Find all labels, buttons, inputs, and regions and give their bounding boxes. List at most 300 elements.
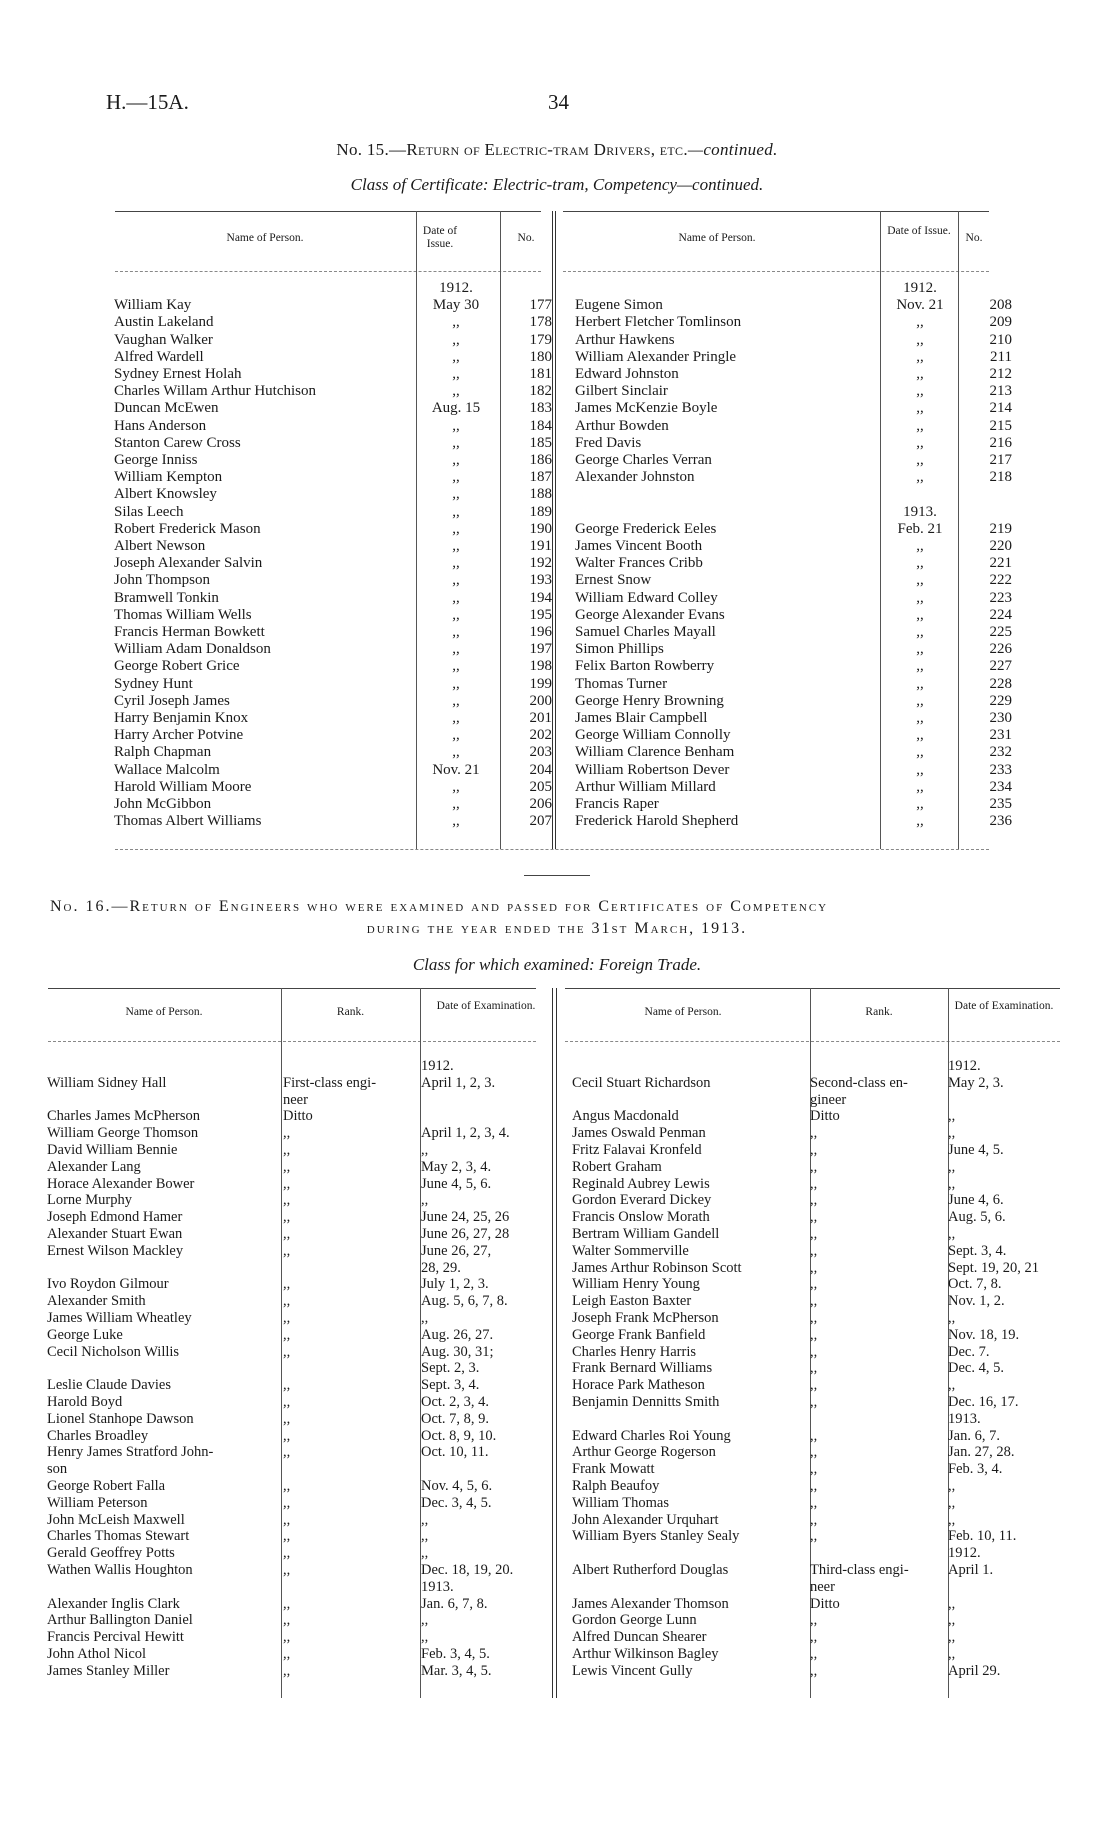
person-name: Sydney Ernest Holah xyxy=(114,366,242,383)
table-row xyxy=(572,1377,1060,1394)
leader-dots xyxy=(782,1444,810,1461)
rank: ,, xyxy=(283,1629,291,1646)
page-header-left: H.—15A. xyxy=(106,90,189,114)
person-name: Joseph Frank McPherson xyxy=(572,1309,719,1326)
table-row xyxy=(572,1444,1060,1461)
table-row xyxy=(572,1344,1060,1361)
certificate-number xyxy=(960,504,1012,521)
issue-date: ,, xyxy=(916,314,924,331)
rank: ,, xyxy=(283,1528,291,1545)
table16-right-list xyxy=(572,1058,1060,1679)
leader-dots xyxy=(403,1092,421,1109)
leader-dots xyxy=(782,1663,810,1680)
leader-dots xyxy=(403,1344,421,1361)
leader-dots xyxy=(920,1545,948,1562)
table-row xyxy=(114,383,552,400)
exam-date: ,, xyxy=(421,1528,429,1545)
person-name: Sydney Hunt xyxy=(114,675,193,692)
table-row xyxy=(572,1562,1060,1579)
certificate-number: 218 xyxy=(989,469,1012,486)
table-row xyxy=(47,1142,552,1159)
table-row xyxy=(47,1310,552,1327)
person-name: Francis Herman Bowkett xyxy=(114,624,265,641)
issue-date: ,, xyxy=(916,692,924,709)
rank: ,, xyxy=(810,1293,818,1310)
rank: ,, xyxy=(810,1225,818,1242)
leader-dots xyxy=(403,1377,421,1394)
rank xyxy=(810,1411,920,1428)
leader-dots xyxy=(782,1108,810,1125)
table-row xyxy=(572,1394,1060,1411)
issue-date: ,, xyxy=(452,366,460,383)
person-name xyxy=(47,1058,249,1075)
exam-date: Feb. 3, 4, 5. xyxy=(421,1645,490,1662)
rank: ,, xyxy=(810,1175,818,1192)
person-name: Robert Frederick Mason xyxy=(114,520,261,537)
exam-date xyxy=(948,1092,1060,1109)
table-row xyxy=(575,400,1012,417)
leader-dots xyxy=(249,1276,283,1293)
person-name: William Alexander Pringle xyxy=(575,348,737,365)
issue-date: ,, xyxy=(452,503,460,520)
rank: ,, xyxy=(283,1545,291,1562)
person-name: David William Bennie xyxy=(47,1141,178,1158)
exam-date: Sept. 3, 4. xyxy=(421,1377,480,1394)
rank: Third-class engi- xyxy=(810,1561,909,1578)
exam-date: Feb. 3, 4. xyxy=(948,1461,1003,1478)
leader-dots xyxy=(249,1142,283,1159)
table-row xyxy=(114,762,552,779)
table-row xyxy=(575,762,1012,779)
rank xyxy=(283,1260,403,1277)
rank: ,, xyxy=(810,1461,818,1478)
table-row xyxy=(575,624,1012,641)
rank: ,, xyxy=(283,1192,291,1209)
leader-dots xyxy=(920,1562,948,1579)
rank: ,, xyxy=(283,1494,291,1511)
table-row xyxy=(575,521,1012,538)
rank: ,, xyxy=(810,1326,818,1343)
person-name: Lorne Murphy xyxy=(47,1192,132,1209)
table-row xyxy=(47,1209,552,1226)
certificate-number: 184 xyxy=(529,417,552,434)
table-row xyxy=(47,1344,552,1361)
table-row xyxy=(572,1176,1060,1193)
leader-dots xyxy=(249,1629,283,1646)
exam-date: May 2, 3, 4. xyxy=(421,1158,492,1175)
rank: neer xyxy=(810,1578,835,1595)
leader-dots xyxy=(249,1596,283,1613)
issue-date: ,, xyxy=(452,555,460,572)
issue-date: ,, xyxy=(452,331,460,348)
certificate-number: 236 xyxy=(989,813,1012,830)
rank: Ditto xyxy=(283,1108,313,1125)
exam-date: Dec. 7. xyxy=(948,1343,990,1360)
leader-dots xyxy=(782,1360,810,1377)
issue-date: ,, xyxy=(916,641,924,658)
issue-date: ,, xyxy=(916,813,924,830)
table-row xyxy=(114,641,552,658)
certificate-number: 188 xyxy=(529,486,552,503)
leader-dots xyxy=(403,1125,421,1142)
person-name: William Robertson Dever xyxy=(575,761,730,778)
issue-date: ,, xyxy=(916,400,924,417)
table-row xyxy=(572,1596,1060,1613)
person-name: John McLeish Maxwell xyxy=(47,1511,185,1528)
table-row xyxy=(47,1192,552,1209)
person-name: Wallace Malcolm xyxy=(114,761,220,778)
leader-dots xyxy=(782,1629,810,1646)
person-name xyxy=(575,486,880,503)
rank: ,, xyxy=(283,1343,291,1360)
exam-date: ,, xyxy=(948,1645,956,1662)
person-name: Cecil Stuart Richardson xyxy=(572,1074,711,1091)
table-row xyxy=(572,1125,1060,1142)
issue-date: ,, xyxy=(916,675,924,692)
leader-dots xyxy=(403,1108,421,1125)
leader-dots xyxy=(403,1579,421,1596)
table-row xyxy=(114,727,552,744)
exam-date: June 24, 25, 26 xyxy=(421,1209,510,1226)
table15-top-rule-left xyxy=(115,211,541,212)
table-row xyxy=(575,779,1012,796)
leader-dots xyxy=(920,1058,948,1075)
issue-date: ,, xyxy=(916,572,924,589)
leader-dots xyxy=(249,1478,283,1495)
rank: ,, xyxy=(810,1427,818,1444)
person-name: Thomas Turner xyxy=(575,675,668,692)
table16-header-rank: Rank. xyxy=(336,1006,365,1018)
rank: ,, xyxy=(810,1477,818,1494)
leader-dots xyxy=(249,1545,283,1562)
exam-date: 1912. xyxy=(948,1545,981,1562)
person-name: Herbert Fletcher Tomlinson xyxy=(575,314,742,331)
leader-dots xyxy=(249,1512,283,1529)
issue-date: ,, xyxy=(916,417,924,434)
exam-date: ,, xyxy=(948,1511,956,1528)
table-row xyxy=(575,693,1012,710)
table-row xyxy=(572,1226,1060,1243)
leader-dots xyxy=(782,1612,810,1629)
leader-dots xyxy=(782,1646,810,1663)
exam-date: Oct. 10, 11. xyxy=(421,1444,489,1461)
table16-center-divider xyxy=(552,988,553,1698)
leader-dots xyxy=(249,1159,283,1176)
table15-header-rule-right xyxy=(563,271,989,272)
table-row xyxy=(575,641,1012,658)
exam-date xyxy=(948,1579,1060,1596)
exam-date: Dec. 3, 4, 5. xyxy=(421,1494,492,1511)
exam-date: Aug. 26, 27. xyxy=(421,1326,494,1343)
exam-date: Feb. 10, 11. xyxy=(948,1528,1017,1545)
issue-date: ,, xyxy=(452,606,460,623)
person-name xyxy=(572,1579,782,1596)
person-name: Bertram William Gandell xyxy=(572,1225,720,1242)
exam-date: April 29. xyxy=(948,1662,1001,1679)
person-name: Arthur Bowden xyxy=(575,417,669,434)
issue-date: ,, xyxy=(916,331,924,348)
leader-dots xyxy=(403,1360,421,1377)
leader-dots xyxy=(249,1209,283,1226)
issue-date: ,, xyxy=(916,606,924,623)
certificate-number: 224 xyxy=(989,606,1012,623)
leader-dots xyxy=(920,1663,948,1680)
person-name: James Vincent Booth xyxy=(575,538,703,555)
exam-date: 28, 29. xyxy=(421,1259,461,1276)
leader-dots xyxy=(249,1411,283,1428)
table-row xyxy=(572,1075,1060,1092)
leader-dots xyxy=(403,1646,421,1663)
rank: ,, xyxy=(810,1259,818,1276)
issue-date xyxy=(880,486,960,503)
issue-date: 1912. xyxy=(439,280,473,296)
leader-dots xyxy=(403,1327,421,1344)
table-row xyxy=(572,1612,1060,1629)
table-row xyxy=(114,366,552,383)
person-name xyxy=(572,1411,782,1428)
issue-date: ,, xyxy=(916,744,924,761)
table-row xyxy=(572,1108,1060,1125)
table-row xyxy=(47,1176,552,1193)
leader-dots xyxy=(782,1293,810,1310)
person-name: Ivo Roydon Gilmour xyxy=(47,1276,169,1293)
person-name: Alexander Smith xyxy=(47,1293,146,1310)
table16-header-date-right: Date of Examination. xyxy=(954,1000,1054,1012)
leader-dots xyxy=(249,1612,283,1629)
table15-title xyxy=(0,140,1114,160)
certificate-number: 208 xyxy=(989,297,1012,314)
person-name xyxy=(572,1058,782,1075)
table-row xyxy=(572,1209,1060,1226)
person-name: James Alexander Thomson xyxy=(572,1595,729,1612)
exam-date: June 4, 6. xyxy=(948,1192,1004,1209)
person-name: George Inniss xyxy=(114,452,198,469)
leader-dots xyxy=(920,1612,948,1629)
person-name: Angus Macdonald xyxy=(572,1108,679,1125)
issue-date: Aug. 15 xyxy=(431,400,481,417)
table15-right-list xyxy=(575,280,1012,830)
table-row xyxy=(114,813,552,830)
leader-dots xyxy=(782,1394,810,1411)
leader-dots xyxy=(920,1142,948,1159)
certificate-number: 214 xyxy=(989,400,1012,417)
person-name: William Henry Young xyxy=(572,1276,700,1293)
exam-date: ,, xyxy=(948,1309,956,1326)
certificate-number: 215 xyxy=(989,417,1012,434)
leader-dots xyxy=(920,1226,948,1243)
leader-dots xyxy=(249,1495,283,1512)
certificate-number: 230 xyxy=(989,710,1012,727)
leader-dots xyxy=(782,1192,810,1209)
leader-dots xyxy=(403,1461,421,1478)
rank: ,, xyxy=(810,1377,818,1394)
table-row xyxy=(572,1159,1060,1176)
rank: ,, xyxy=(283,1427,291,1444)
table-row xyxy=(572,1192,1060,1209)
table16-top-rule-left xyxy=(48,988,536,989)
person-name xyxy=(47,1360,249,1377)
leader-dots xyxy=(249,1108,283,1125)
leader-dots xyxy=(249,1579,283,1596)
rank: ,, xyxy=(283,1158,291,1175)
exam-date: June 4, 5, 6. xyxy=(421,1175,492,1192)
exam-date: Nov. 4, 5, 6. xyxy=(421,1477,493,1494)
certificate-number: 202 xyxy=(529,727,552,744)
leader-dots xyxy=(920,1596,948,1613)
person-name: Felix Barton Rowberry xyxy=(575,658,715,675)
exam-date: ,, xyxy=(948,1225,956,1242)
table-row xyxy=(47,1092,552,1109)
rank: ,, xyxy=(283,1276,291,1293)
person-name: Eugene Simon xyxy=(575,297,663,314)
leader-dots xyxy=(403,1075,421,1092)
person-name: George Alexander Evans xyxy=(575,606,725,623)
rank: ,, xyxy=(283,1444,291,1461)
rank: Ditto xyxy=(810,1595,840,1612)
person-name: Arthur Ballington Daniel xyxy=(47,1612,193,1629)
person-name: Alexander Inglis Clark xyxy=(47,1595,180,1612)
person-name: Leslie Claude Davies xyxy=(47,1377,172,1394)
table-row xyxy=(114,624,552,641)
person-name xyxy=(572,1092,782,1109)
table-row xyxy=(572,1260,1060,1277)
leader-dots xyxy=(920,1512,948,1529)
person-name: George Frank Banfield xyxy=(572,1326,706,1343)
exam-date: April 1, 2, 3, 4. xyxy=(421,1125,510,1142)
leader-dots xyxy=(920,1528,948,1545)
leader-dots xyxy=(782,1579,810,1596)
person-name: James Stanley Miller xyxy=(47,1662,170,1679)
person-name xyxy=(572,1545,782,1562)
certificate-number: 196 xyxy=(529,624,552,641)
table-row xyxy=(114,590,552,607)
table15-title-suffix: —continued. xyxy=(687,140,778,159)
issue-date: Nov. 21 xyxy=(432,761,480,778)
table-row xyxy=(47,1596,552,1613)
leader-dots xyxy=(920,1411,948,1428)
issue-date: ,, xyxy=(916,796,924,813)
table15-header-date-right: Date of Issue. xyxy=(887,225,951,237)
leader-dots xyxy=(782,1209,810,1226)
person-name: Hans Anderson xyxy=(114,417,207,434)
table-row xyxy=(572,1663,1060,1680)
leader-dots xyxy=(403,1512,421,1529)
table16-top-rule-right xyxy=(565,988,1060,989)
certificate-number: 220 xyxy=(989,538,1012,555)
table-row xyxy=(114,779,552,796)
person-name: Alexander Stuart Ewan xyxy=(47,1225,183,1242)
table-row xyxy=(47,1478,552,1495)
table-row xyxy=(114,349,552,366)
table-row xyxy=(114,504,552,521)
table-row xyxy=(575,504,1012,521)
rank: ,, xyxy=(810,1141,818,1158)
person-name: Arthur George Rogerson xyxy=(572,1444,716,1461)
person-name: Bramwell Tonkin xyxy=(114,589,219,606)
exam-date: Oct. 7, 8, 9. xyxy=(421,1410,490,1427)
table15-header-no: No. xyxy=(517,232,535,244)
exam-date: ,, xyxy=(421,1612,429,1629)
person-name: George Charles Verran xyxy=(575,452,712,469)
certificate-number: 198 xyxy=(529,658,552,675)
leader-dots xyxy=(403,1562,421,1579)
exam-date: ,, xyxy=(421,1545,429,1562)
exam-date xyxy=(421,1092,552,1109)
rank: ,, xyxy=(283,1293,291,1310)
leader-dots xyxy=(782,1226,810,1243)
rank: ,, xyxy=(283,1561,291,1578)
leader-dots xyxy=(782,1260,810,1277)
table-row xyxy=(575,572,1012,589)
person-name xyxy=(47,1092,249,1109)
table-row xyxy=(575,366,1012,383)
leader-dots xyxy=(782,1528,810,1545)
table-row xyxy=(575,538,1012,555)
rank: ,, xyxy=(810,1629,818,1646)
leader-dots xyxy=(782,1562,810,1579)
person-name: William Peterson xyxy=(47,1494,148,1511)
certificate-number: 186 xyxy=(529,452,552,469)
issue-date: ,, xyxy=(452,520,460,537)
exam-date: May 2, 3. xyxy=(948,1074,1004,1091)
table-row xyxy=(47,1579,552,1596)
rank: ,, xyxy=(283,1141,291,1158)
leader-dots xyxy=(403,1478,421,1495)
rank: ,, xyxy=(283,1125,291,1142)
rank xyxy=(810,1058,920,1075)
table-row xyxy=(114,710,552,727)
table16-center-divider xyxy=(556,988,557,1698)
person-name: Alfred Duncan Shearer xyxy=(572,1629,707,1646)
rank: ,, xyxy=(283,1225,291,1242)
exam-date: Nov. 1, 2. xyxy=(948,1293,1005,1310)
exam-date: Oct. 8, 9, 10. xyxy=(421,1427,497,1444)
leader-dots xyxy=(920,1108,948,1125)
issue-date: ,, xyxy=(452,641,460,658)
table15-header-name-right: Name of Person. xyxy=(678,232,756,244)
table-row xyxy=(114,314,552,331)
person-name: Charles Henry Harris xyxy=(572,1343,697,1360)
rank xyxy=(283,1058,403,1075)
person-name: William Clarence Benham xyxy=(575,744,735,761)
table-row xyxy=(575,280,1012,297)
issue-date: ,, xyxy=(452,692,460,709)
table-row xyxy=(572,1478,1060,1495)
leader-dots xyxy=(920,1327,948,1344)
exam-date: Sept. 3, 4. xyxy=(948,1242,1007,1259)
table-row xyxy=(114,297,552,314)
person-name: son xyxy=(47,1461,68,1478)
person-name: Harry Benjamin Knox xyxy=(114,710,249,727)
leader-dots xyxy=(403,1411,421,1428)
person-name: Edward Charles Roi Young xyxy=(572,1427,731,1444)
leader-dots xyxy=(403,1596,421,1613)
exam-date: July 1, 2, 3. xyxy=(421,1276,489,1293)
leader-dots xyxy=(403,1192,421,1209)
person-name: William Sidney Hall xyxy=(47,1074,167,1091)
certificate-number: 200 xyxy=(529,692,552,709)
person-name xyxy=(575,504,880,521)
table-row xyxy=(114,555,552,572)
leader-dots xyxy=(403,1663,421,1680)
person-name: Ralph Chapman xyxy=(114,744,212,761)
certificate-number: 209 xyxy=(989,314,1012,331)
certificate-number: 221 xyxy=(989,555,1012,572)
table-row xyxy=(572,1411,1060,1428)
certificate-number: 185 xyxy=(529,434,552,451)
person-name: Arthur William Millard xyxy=(575,778,716,795)
certificate-number: 207 xyxy=(529,813,552,830)
